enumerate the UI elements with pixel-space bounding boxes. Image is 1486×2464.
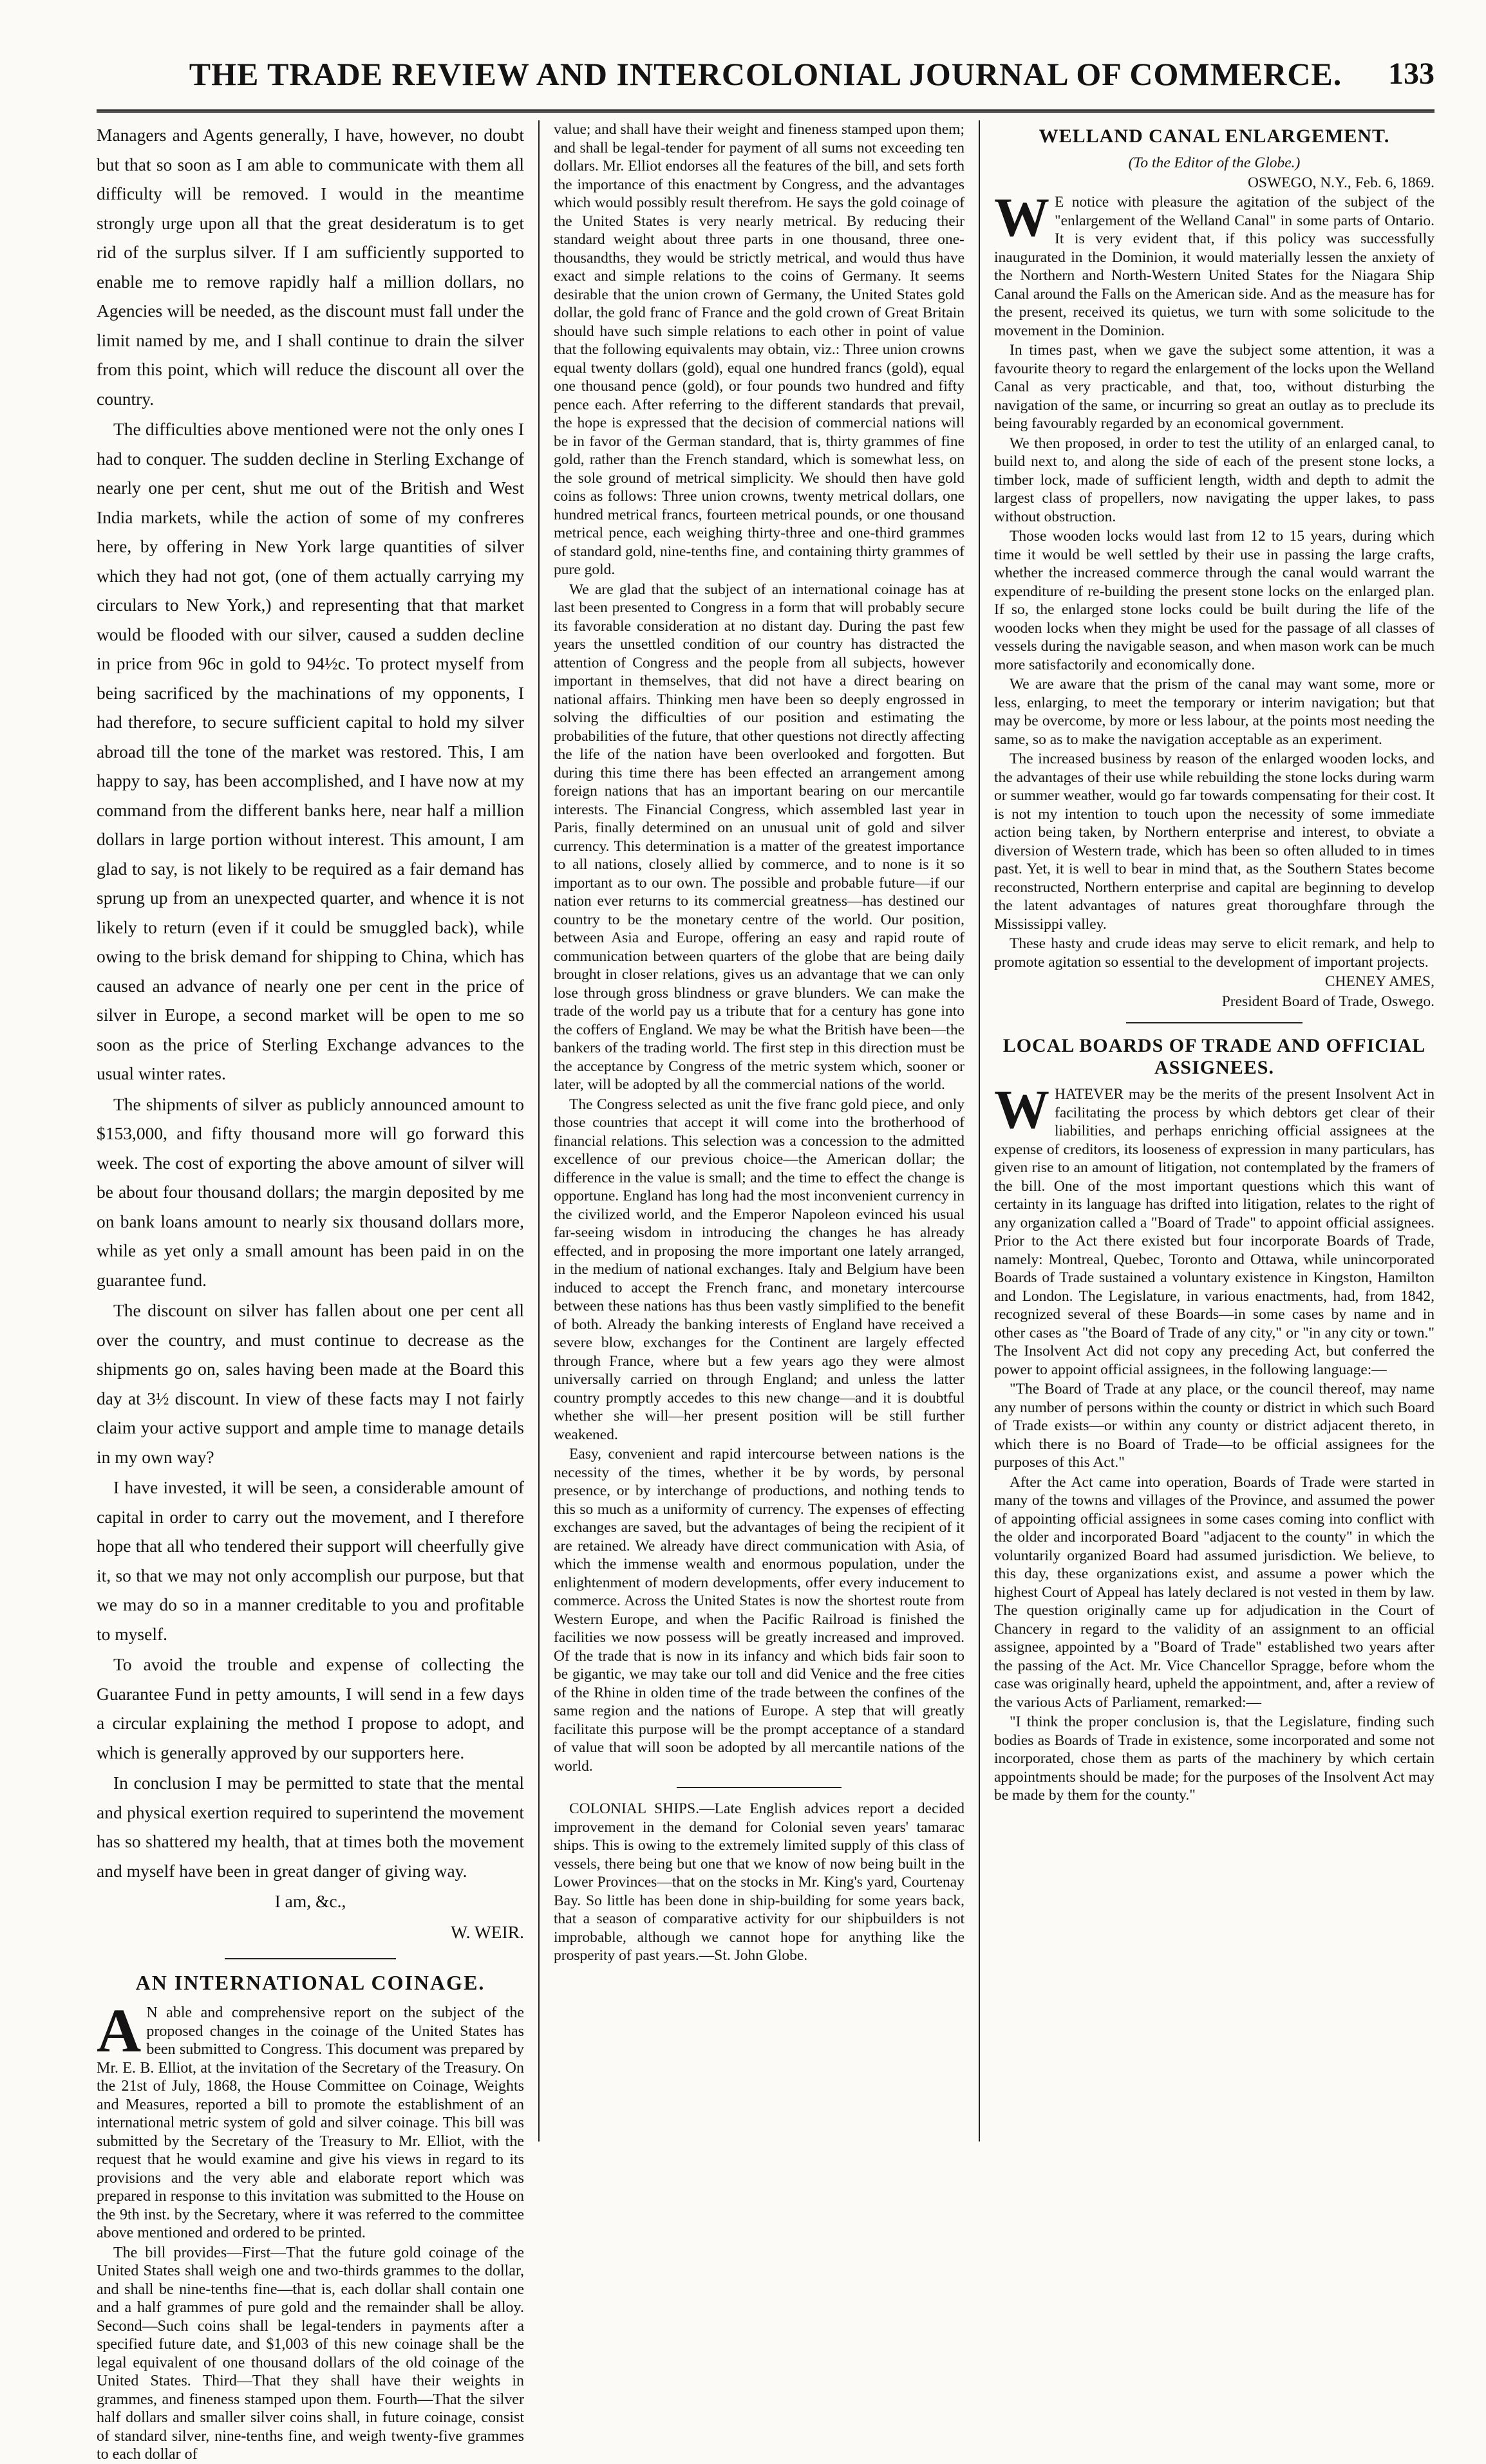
journal-title: THE TRADE REVIEW AND INTERCOLONIAL JOURNAL OF COMMERCE. <box>189 56 1342 92</box>
paragraph <box>994 186 1434 340</box>
colonial-ships-notice: COLONIAL SHIPS.—Late English advices report a decided improvement in the demand for Colonial seven years' tamarac ships. This is owing to the extremely limited supply of this class of vessels, there being but one that we know of now being built in the Lower Provinces—that on the stocks in Mr. King's yard, Courtenay Bay. So little has been done in ship-building for some years back, that a season of comparative activity for our shipbuilders is not improbable, although we cannot hope for anything like the prosperity of past years.—St. John Globe. <box>554 1800 964 1964</box>
paragraph: The discount on silver has fallen about one per cent all over the country, and must continue to decrease as the shipments go on, sales having been made at the Board this day at 3½ discount. In view of these facts may I not fairly claim your active support and ample time to manage details in my own way? <box>97 1300 524 1467</box>
column-1 <box>97 120 538 2463</box>
paragraph: We are aware that the prism of the canal may want some, more or less, enlarging, to meet the temporary or interim navigation; but that may be overcome, by more or less labour, at the points most needing the same, so as to make the navigation acceptable as an experiment. <box>994 676 1434 748</box>
paragraph: Easy, convenient and rapid intercourse between nations is the necessity of the times, whether it be by words, by personal presence, or by interchange of productions, and nothing tends to this so much as a uniformity of currency. The expenses of effecting exchanges are saved, but the advantages of being the recipient of it are retained. We already have direct communication with Asia, of which the immense wealth and enormous population, under the enlightenment of modern developments, offer every inducement to commerce. Across the United States is now the shortest route from Western Europe, and when the Pacific Railroad is finished the facilities we now possess will be greatly increased and improved. Of the trade that is now in its infancy and which bids fair soon to be gigantic, we may take our toll and did Venice and the free cities of the Rhine in olden time of the trade between the confines of the same region and the nations of Europe. A step that will greatly facilitate this purpose will be the prompt acceptance of a standard of value that will soon be adopted by all mercantile nations of the world. <box>554 1446 964 1775</box>
article-title: WELLAND CANAL ENLARGEMENT. <box>1039 126 1390 147</box>
signature-title: President Board of Trade, Oswego. <box>1221 993 1434 1010</box>
section-divider <box>1126 1022 1303 1023</box>
paragraph: Managers and Agents generally, I have, however, no doubt but that so soon as I am able to communicate with them all difficulty will be removed. I would in the meantime strongly urge upon all that the great desideratum is to get rid of the surplus silver. If I am sufficiently supported to enable me to remove rapidly half a million dollars, no Agencies will be needed, as the discount must fall under the limit named by me, and I shall continue to drain the silver from this point, which will reduce the discount all over the country. <box>97 125 524 409</box>
paragraph: Those wooden locks would last from 12 to 15 years, during which time it would be well settled by their use in passing the large crafts, whether the increased commerce through the canal would warrant the expenditure of re-building the present stone locks on the enlarged plan. If so, the enlarged stone locks could be built during the life of the wooden locks when they might be used for the passage of all classes of vessels during the navigable season, and when mason work can be much more satisfactorily and economically done. <box>994 528 1434 673</box>
paragraph <box>994 1078 1434 1379</box>
section-divider <box>225 1958 396 1959</box>
paragraph: The Congress selected as unit the five franc gold piece, and only those countries that accept it will come into the brotherhood of financial relations. This selection was a concession to the admitted excellence of our previous choice—the American dollar; the difference in the value is small; and the time to effect the change is opportune. England has long had the most inconvenient currency in the civilized world, and the Emperor Napoleon evinced his usual far-seeing wisdom in introducing the changes he has already effected, and in proposing the more important one lately arranged, in the medium of national exchanges. Italy and Belgium have been induced to accept the French franc, and monetary intercourse between these nations has thus been vastly simplified to the benefit of both. Already the banking interests of England have received a severe blow, exchanges for the Continent are largely effected through France, where but a few years ago they were almost universally carried on through England; and unless the latter country promptly accedes to this new change—and it is doubtful whether she will—her present position will be still further weakened. <box>554 1096 964 1443</box>
paragraph: The shipments of silver as publicly announced amount to $153,000, and fifty thousand more will go forward this week. The cost of exporting the above amount of silver will be about four thousand dollars; the margin deposited by me on bank loans amount to nearly six thousand dollars more, while as yet only a small amount has been paid in on the guarantee fund. <box>97 1094 524 1290</box>
paragraph: value; and shall have their weight and fineness stamped upon them; and shall be legal-tender for payment of all sums not exceeding ten dollars. Mr. Elliot endorses all the features of the bill, and sets forth the importance of this enactment by Congress, and the advantages which would possibly result therefrom. He says the gold coinage of the United States is very nearly metrical. By reducing their standard weight about three parts in one thousand, three one-thousandths, they would be strictly metrical, and would thus have exact and simple relations to the coins of Germany. It seems desirable that the union crown of Germany, the United States gold dollar, the gold franc of France and the gold crown of Great Britain should have such simple relations to each other in point of value that the following equivalents may obtain, viz.: Three union crowns equal twenty dollars (gold), equal one hundred francs (gold), equal one thousand pence (gold), or four pounds two hundred and fifty pence each. After referring to the different standards that prevail, the hope is expressed that the decision of commercial nations will be in favor of the German standard, that is, thirty grammes of fine gold, rather than the French standard, which is somewhat less, on the sole ground of metrical simplicity. We should then have gold coins as follows: Three union crowns, twenty metrical dollars, one hundred metrical francs, fourteen metrical pounds, or one thousand metrical pence, each weighing thirty-three and one-third grammes of standard gold, nine-tenths fine, and containing thirty grammes of pure gold. <box>554 121 964 578</box>
paragraph: We then proposed, in order to test the utility of an enlarged canal, to build next to, and along the side of each of the present stone locks, a timber lock, made of sufficient length, width and depth to admit the largest class of propellers, now navigating the upper lakes, to pass without obstruction. <box>994 434 1434 525</box>
section-divider <box>677 1787 841 1788</box>
article-title: AN INTERNATIONAL COINAGE. <box>135 1971 485 1994</box>
page-number: 133 <box>1388 57 1434 91</box>
paragraph: In times past, when we gave the subject some attention, it was a favourite theory to regard the enlargement of the locks upon the Welland Canal as very practicable, and that, too, without disturbing the navigation of the same, or incurring so great an outlay as to preclude its being favourably regarded by an economical government. <box>994 342 1434 432</box>
article-title: LOCAL BOARDS OF TRADE AND OFFICIAL ASSIGNEES. <box>1002 1035 1426 1078</box>
column-2 <box>538 120 980 2142</box>
paragraph-text: HATEVER may be the merits of the present Insolvent Act in facilitating the process by which debtors get clear of their liabilities, and perhaps enriching official assignees at the expense of creditors, its looseness of expression in many particulars, has given rise to an amount of litigation, not contemplated by the framers of the bill. One of the most important questions which this want of certainty in its language has drifted into litigation, relates to the right of any organization called a "Board of Trade" to appoint official assignees. Prior to the Act there existed but four incorporate Boards of Trade, namely: Montreal, Quebec, Toronto and Ottawa, while unincorporated Boards of Trade sustained a voluntary existence in Kingston, Hamilton and London. The Legislature, in various enactments, had, from 1842, recognized several of these Boards—in some cases by name and in other cases as "the Board of Trade of any city," or "in any city or town." The Insolvent Act did not copy any preceding Act, but conferred the power to appoint official assignees, in the following language:— <box>994 1086 1434 1378</box>
drop-cap: A <box>97 1996 142 2065</box>
article-subtitle: (To the Editor of the Globe.) <box>1128 154 1301 171</box>
paragraph: "I think the proper conclusion is, that the Legislature, finding such bodies as Boards of Trade in existence, some incorporated and some not incorporated, chose them as parts of the machinery by which certain appointments should be made; for the purposes of the Insolvent Act may be made by them for the county." <box>994 1713 1434 1804</box>
drop-cap: W <box>994 186 1049 248</box>
paragraph: The increased business by reason of the enlarged wooden locks, and the advantages of their use while rebuilding the stone locks during warm or summer weather, would go far towards compensating for their cost. It is not my intention to touch upon the necessity of some immediate action being taken, by Northern enterprise and interest, to obviate a diversion of Western trade, which has been so often alluded to in times past. Yet, it is well to bear in mind that, as the Southern States become reconstructed, Northern enterprise and capital are beginning to develop the latent advantages of natures great thoroughfare through the Mississippi valley. <box>994 751 1434 933</box>
paragraph: I have invested, it will be seen, a considerable amount of capital in order to carry out the movement, and I therefore hope that all who tendered their support will cheerfully give it, so that we may not only accomplish our purpose, but that we may do so in a manner creditable to you and profitable to myself. <box>97 1477 524 1644</box>
paragraph: The bill provides—First—That the future gold coinage of the United States shall weigh one and two-thirds grammes to the dollar, and shall be nine-tenths fine—that is, each dollar shall contain one and a half grammes of pure gold and the remainder shall be alloy. Second—Such coins shall be legal-tenders in payments after a specified future date, and $1,003 of this new coinage shall be the legal equivalent of one thousand dollars of the old coinage of the United States. Third—That they shall have their weights in grammes, and fineness stamped upon them. Fourth—That the silver half dollars and smaller silver coins shall, in future coinage, consist of standard silver, nine-tenths fine, and weigh twenty-five grammes to each dollar of <box>97 2244 524 2463</box>
paragraph: We are glad that the subject of an international coinage has at last been presented to Congress in a form that will probably secure its favorable consideration at no distant day. During the past few years the unsettled condition of our country has distracted the attention of Congress and the people from all subjects, however important in themselves, that did not have a direct bearing on national affairs. Thinking men have been so deeply engrossed in solving the difficulties of our position and estimating the probabilities of the future, that other questions not directly affecting the life of the nation have been overlooked and forgotten. But during this time there has been effected an arrangement among foreign nations that has an important bearing on our mercantile interests. The Financial Congress, which assembled last year in Paris, finally determined on an unusual unit of gold and silver currency. This determination is a matter of the greatest importance to all nations, closely allied by commerce, and to none is it so important as to our own. The possible and probable future—if our nation ever returns to its commercial greatness—has destined our country to be the monetary centre of the world. Our position, between Asia and Europe, offering an easy and rapid route of communication between quarters of the globe that are being daily brought in closer relations, gives us an advantage that we can only lose through gross blindness or grave blunders. We can make the trade of the world pay us a tribute that for a century has gone into the coffers of England. We may be what the British have been—the bankers of the trading world. The first step in this direction must be the acceptance by Congress of the metric system which, sooner or later, will be adopted by all the commercial nations of the world. <box>554 581 964 1093</box>
paragraph-text: N able and comprehensive report on the subject of the proposed changes in the coinage of the United States has been submitted to Congress. This document was prepared by Mr. E. B. Elliot, at the invitation of the Secretary of the Treasury. On the 21st of July, 1868, the House Committee on Coinage, Weights and Measures, reported a bill to promote the establishment of an international metric system of gold and silver coinage. This bill was submitted by the Secretary of the Treasury to Mr. Elliot, with the request that he would examine and give his views in regard to its provisions and the very able and elaborate report which was prepared in response to this invitation was submitted to the House on the 9th inst. by the Secretary, where it was referred to the committee above mentioned and ordered to be printed. <box>97 2004 524 2241</box>
drop-cap: W <box>994 1078 1049 1140</box>
paragraph: After the Act came into operation, Boards of Trade were started in many of the towns and villages of the Province, and assumed the power of appointing official assignees in some cases coming into conflict with the older and incorporated Board "adjacent to the county" in which the voluntarily organized Board had assumed jurisdiction. We believe, to this day, these organizations exist, and assume a power which the highest Court of Appeal has lately declared is not vested in them by law. The question originally came up for adjudication in the Court of Chancery in regard to the validity of an assignment to an official assignee, appointed by a "Board of Trade" established two years after the passing of the Act. Mr. Vice Chancellor Spragge, before whom the case was originally heard, upheld the appointment, and, after a review of the various Acts of Parliament, remarked:— <box>994 1473 1434 1711</box>
signature-name: CHENEY AMES, <box>1324 973 1434 990</box>
paragraph: In conclusion I may be permitted to state that the mental and physical exertion required to superintend the movement has so shattered my health, that at times both the movement and myself have been in great danger of giving way. <box>97 1773 524 1881</box>
paragraph: "The Board of Trade at any place, or the council thereof, may name any number of persons within the county or district in which such Board of Trade exists—or within any county or district adjacent thereto, in which there is no Board of Trade—to be official assignees for the purposes of this Act." <box>994 1381 1434 1471</box>
column-3 <box>980 120 1434 2142</box>
paragraph: The difficulties above mentioned were not the only ones I had to conquer. The sudden decline in Sterling Exchange of nearly one per cent, shut me out of the British and West India markets, while the action of some of my confreres here, by offering in New York large quantities of silver which they had not got, (one of them actually carrying my circulars to New York,) and representing that that market would be flooded with our silver, caused a sudden decline in price from 96c in gold to 94½c. To protect myself from being sacrificed by the machinations of my opponents, I had therefore, to secure sufficient capital to hold my silver abroad till the tone of the market was restored. This, I am happy to say, has been accomplished, and I have now at my command from the different banks here, near half a million dollars in large portion without interest. This amount, I am glad to say, is not likely to be required as a fair demand has sprung up from an unexpected quarter, and whence it is not likely to return (even if it could be smuggled back), while owing to the brisk demand for shipping to China, which has caused an advance of nearly one per cent in the price of silver in Europe, a second market will be open to me so soon as the price of Sterling Exchange advances to the usual winter rates. <box>97 419 524 1083</box>
letter-closing: I am, &c., <box>274 1891 346 1911</box>
article-body <box>97 1996 524 2464</box>
paragraph <box>97 1996 524 2243</box>
columns <box>97 120 1434 2463</box>
dateline: OSWEGO, N.Y., Feb. 6, 1869. <box>1247 174 1434 191</box>
masthead <box>97 45 1434 113</box>
letter-signature: W. WEIR. <box>451 1921 524 1942</box>
paragraph-text: E notice with pleasure the agitation of the subject of the "enlargement of the Welland Canal" in some parts of Ontario. It is very evident that, if this policy was successfully inaugurated in the Dominion, it would materially lessen the anxiety of the Northern and North-Western United States for the Niagara Ship Canal around the Falls on the American side. And as the measure has for the present, received its quietus, we turn with some solicitude to the movement in the Dominion. <box>994 194 1434 339</box>
paragraph: These hasty and crude ideas may serve to elicit remark, and help to promote agitation so essential to the development of important projects. <box>994 935 1434 971</box>
paragraph: To avoid the trouble and expense of collecting the Guarantee Fund in petty amounts, I will send in a few days a circular explaining the method I propose to adopt, and which is generally approved by our supporters here. <box>97 1654 524 1762</box>
